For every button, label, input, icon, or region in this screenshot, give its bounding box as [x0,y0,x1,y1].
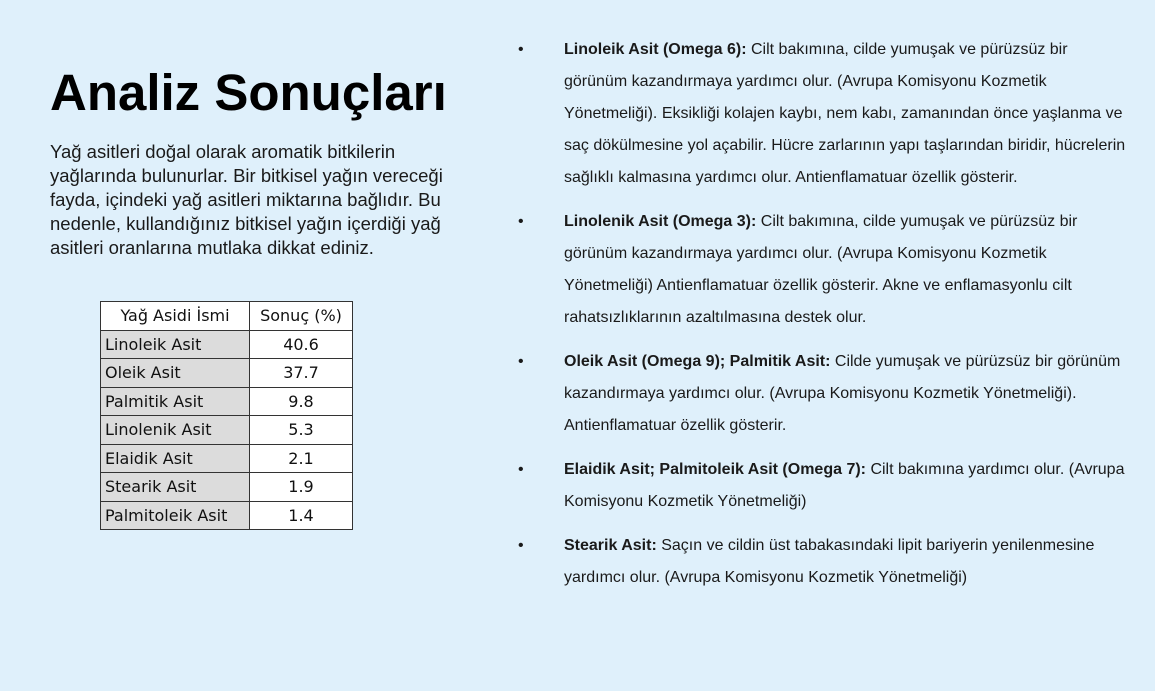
column-header-result: Sonuç (%) [250,302,353,331]
acid-name: Linolenik Asit [101,416,250,445]
acid-term: Stearik Asit: [564,537,657,554]
acid-term: Linolenik Asit (Omega 3): [564,213,757,230]
acid-name: Stearik Asit [101,473,250,502]
acid-name: Linoleik Asit [101,330,250,359]
table-header-row [101,302,353,331]
acid-value: 2.1 [250,444,353,473]
table-row [101,387,353,416]
table-row [101,330,353,359]
table-row [101,416,353,445]
acid-term: Elaidik Asit; Palmitoleik Asit (Omega 7): [564,461,866,478]
list-item [518,346,1128,442]
acid-value: 40.6 [250,330,353,359]
acid-description: Cilt bakımına yardımcı olur. (Avrupa Komisyonu Kozmetik Yönetmeliği) [564,461,1125,510]
acid-name: Oleik Asit [101,359,250,388]
list-item [518,530,1128,594]
table-row [101,444,353,473]
list-item [518,206,1128,334]
bullet-icon: • [518,537,524,554]
page-title: Analiz Sonuçları [50,64,447,121]
left-column [50,58,470,260]
bullet-icon: • [518,461,524,478]
bullet-icon: • [518,353,524,370]
acid-value: 1.4 [250,501,353,530]
fatty-acid-table [100,301,353,530]
acid-name: Palmitoleik Asit [101,501,250,530]
acid-value: 37.7 [250,359,353,388]
column-header-name: Yağ Asidi İsmi [101,302,250,331]
table-row [101,359,353,388]
acid-term: Linoleik Asit (Omega 6): [564,41,747,58]
acid-name: Elaidik Asit [101,444,250,473]
acid-benefits-list [518,34,1128,594]
bullet-icon: • [518,213,524,230]
acid-name: Palmitik Asit [101,387,250,416]
acid-term: Oleik Asit (Omega 9); Palmitik Asit: [564,353,831,370]
acid-description: Cilde yumuşak ve pürüzsüz bir görünüm kazandırmaya yardımcı olur. (Avrupa Komisyonu Kozmetik Yönetmeliği). Antienflamatuar özellik gösterir. [564,353,1121,434]
list-item [518,454,1128,518]
acid-description: Cilt bakımına, cilde yumuşak ve pürüzsüz bir görünüm kazandırmaya yardımcı olur. (Avrupa Komisyonu Kozmetik Yönetmeliği). Eksikliği kolajen kaybı, nem kabı, zamanından önce yaşlanma ve saç dökülmesine yol açabilir. Hücre zarlarının yapı taşlarından biridir, hücrelerin sağlıklı kalmasına yardımcı olur. Antienflamatuar özellik gösterir. [564,41,1126,186]
right-column [518,34,1128,606]
table-row [101,473,353,502]
list-item [518,34,1128,194]
acid-description: Saçın ve cildin üst tabakasındaki lipit bariyerin yenilenmesine yardımcı olur. (Avrupa Komisyonu Kozmetik Yönetmeliği) [564,537,1095,586]
acid-description: Cilt bakımına, cilde yumuşak ve pürüzsüz bir görünüm kazandırmaya yardımcı olur. (Avrupa Komisyonu Kozmetik Yönetmeliği) Antienflamatuar özellik gösterir. Akne ve enflamasyonlu cilt rahatsızlıklarının azaltılmasına destek olur. [564,213,1078,326]
bullet-icon: • [518,41,524,58]
table-row [101,501,353,530]
intro-paragraph: Yağ asitleri doğal olarak aromatik bitkilerin yağlarında bulunurlar. Bir bitkisel yağın vereceği fayda, içindeki yağ asitleri miktarına bağlıdır. Bu nedenle, kullandığınız bitkisel yağın içerdiği yağ asitleri oranlarına mutlaka dikkat ediniz. [50,141,443,258]
acid-value: 1.9 [250,473,353,502]
acid-value: 5.3 [250,416,353,445]
acid-value: 9.8 [250,387,353,416]
